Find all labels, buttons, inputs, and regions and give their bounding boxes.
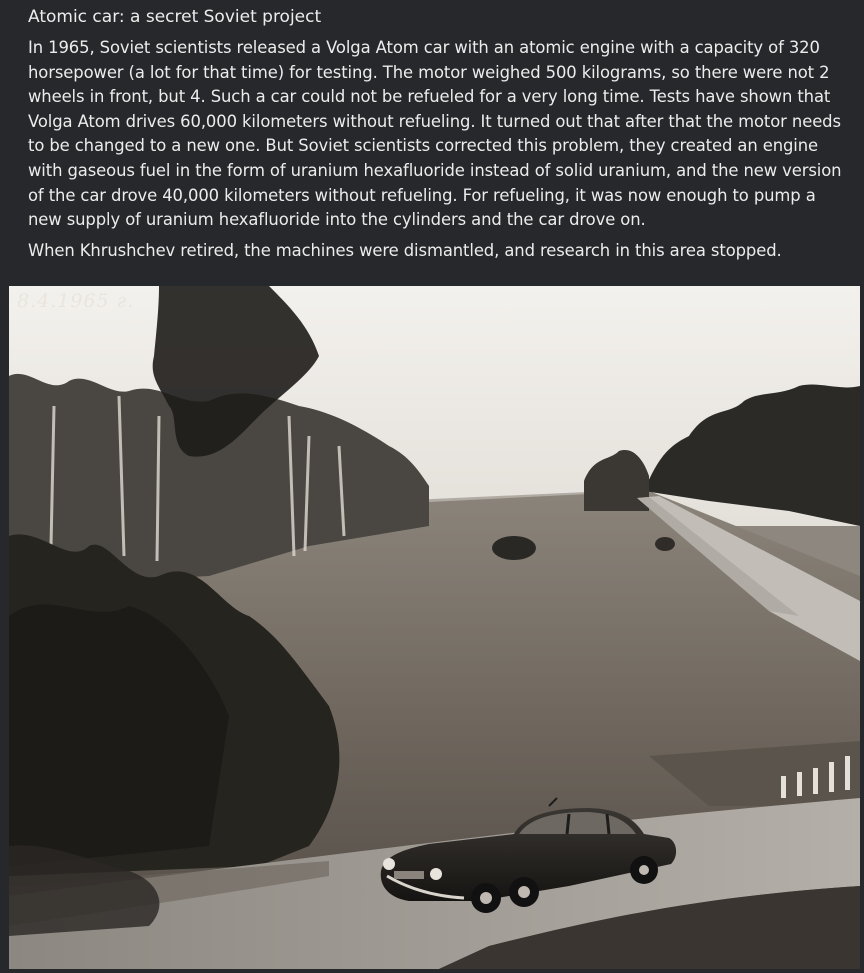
post-paragraph-2: When Khrushchev retired, the machines were dismantled, and research in this area stopped. [28,240,782,260]
post-title: Atomic car: a secret Soviet project [28,7,322,27]
volga-atom-photo [9,286,860,969]
shrub [492,536,536,560]
post-text [28,4,844,263]
post-photo[interactable] [9,286,860,969]
photo-date-stamp: 8.4.1965 г. [17,290,135,312]
post-paragraph-1: In 1965, Soviet scientists released a Volga Atom car with an atomic engine with a capacity of 320 horsepower (a lot for that time) for testing. The motor weighed 500 kilograms, so there were not 2 wheels in front, but 4. Such a car could not be refueled for a very long time. Tests have shown that Volga Atom drives 60,000 kilometers without refueling. It turned out that after that the motor needs to be changed to a new one. But Soviet scientists corrected this problem, they created an engine with gaseous fuel in the form of uranium hexafluoride instead of solid uranium, and the new version of the car drove 40,000 kilometers without refueling. For refueling, it was now enough to pump a new supply of uranium hexafluoride into the cylinders and the car drove on. [28,38,842,230]
